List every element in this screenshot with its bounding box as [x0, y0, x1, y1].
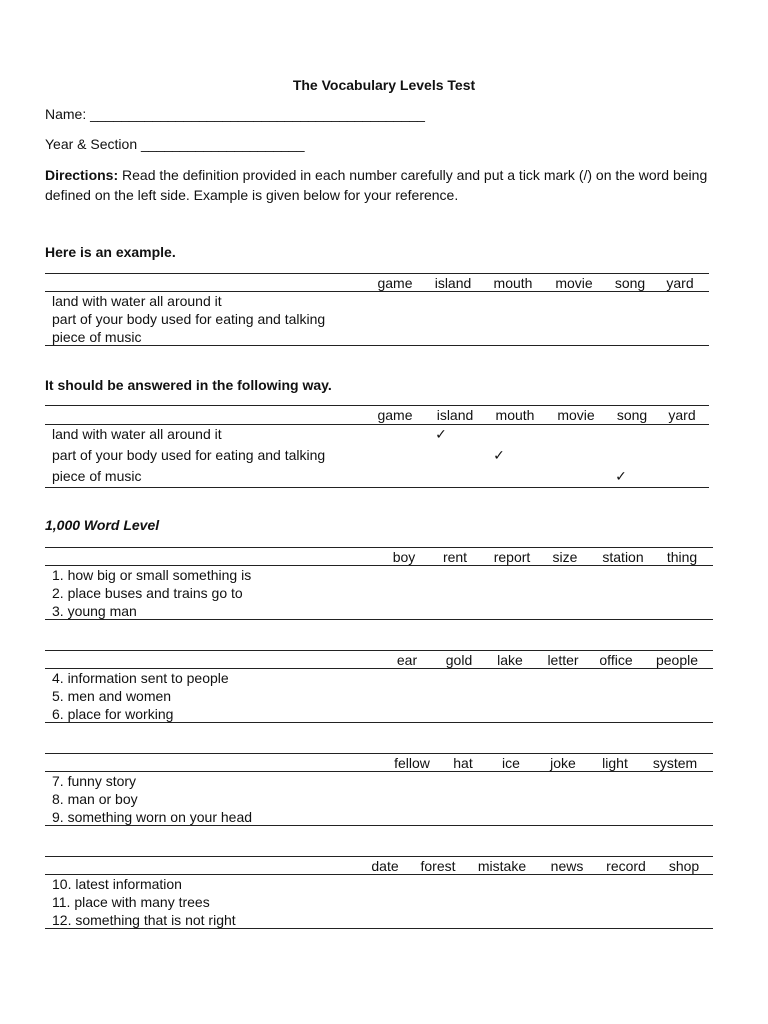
word-mouth: mouth	[495, 407, 535, 423]
definition: 8. man or boy	[52, 791, 138, 807]
word-office[interactable]: office	[599, 652, 633, 668]
definition: 4. information sent to people	[52, 670, 229, 686]
answered-heading: It should be answered in the following way.	[45, 377, 332, 393]
word-shop[interactable]: shop	[668, 858, 700, 874]
word-ice[interactable]: ice	[502, 755, 520, 771]
word-thing[interactable]: thing	[666, 549, 698, 565]
definition: 11. place with many trees	[52, 894, 210, 910]
word-joke[interactable]: joke	[550, 755, 576, 771]
word-lake[interactable]: lake	[497, 652, 523, 668]
definition: 2. place buses and trains go to	[52, 585, 243, 601]
word-yard: yard	[668, 407, 696, 423]
word-record[interactable]: record	[606, 858, 646, 874]
definition: piece of music	[52, 468, 142, 484]
definition: 1. how big or small something is	[52, 567, 252, 583]
word-ear[interactable]: ear	[396, 652, 418, 668]
word-fellow[interactable]: fellow	[394, 755, 430, 771]
definition: 3. young man	[52, 603, 137, 619]
directions-label: Directions:	[45, 167, 119, 183]
definition: 5. men and women	[52, 688, 172, 704]
word-song: song	[616, 407, 648, 423]
level-group-3	[45, 753, 713, 827]
word-game: game	[377, 275, 413, 291]
year-section-field[interactable]: Year & Section _____________________	[45, 136, 305, 152]
directions-text: Read the definition provided in each number carefully and put a tick mark (/) on the word being defined on the left side. Example is given below for your reference.	[45, 167, 708, 203]
word-mouth: mouth	[493, 275, 533, 291]
example-heading: Here is an example.	[45, 244, 176, 260]
definition: piece of music	[52, 329, 142, 345]
directions	[45, 165, 725, 205]
definition: 12. something that is not right	[52, 912, 236, 928]
word-mistake[interactable]: mistake	[477, 858, 527, 874]
answered-table	[45, 405, 709, 489]
definition: 7. funny story	[52, 773, 137, 789]
word-date[interactable]: date	[371, 858, 399, 874]
word-station[interactable]: station	[602, 549, 644, 565]
word-movie: movie	[555, 275, 593, 291]
definition: land with water all around it	[52, 293, 222, 309]
word-gold[interactable]: gold	[445, 652, 473, 668]
definition: 9. something worn on your head	[52, 809, 253, 825]
name-field[interactable]: Name: ___________________________________________	[45, 106, 425, 122]
word-forest[interactable]: forest	[420, 858, 456, 874]
word-song: song	[614, 275, 646, 291]
level-group-1	[45, 547, 713, 621]
level-heading: 1,000 Word Level	[45, 517, 160, 533]
word-people[interactable]: people	[655, 652, 699, 668]
word-report[interactable]: report	[493, 549, 531, 565]
definition: 10. latest information	[52, 876, 182, 892]
word-letter[interactable]: letter	[547, 652, 579, 668]
word-yard: yard	[666, 275, 694, 291]
word-light[interactable]: light	[602, 755, 628, 771]
word-system[interactable]: system	[652, 755, 698, 771]
definition: part of your body used for eating and talking	[52, 311, 326, 327]
level-group-4	[45, 856, 713, 930]
word-size[interactable]: size	[552, 549, 578, 565]
definition: 6. place for working	[52, 706, 174, 722]
definition: part of your body used for eating and talking	[52, 447, 326, 463]
tick-mark-icon: ✓	[493, 448, 505, 464]
word-game: game	[377, 407, 413, 423]
word-rent[interactable]: rent	[442, 549, 468, 565]
definition: land with water all around it	[52, 426, 222, 442]
word-boy[interactable]: boy	[392, 549, 416, 565]
word-movie: movie	[557, 407, 595, 423]
word-hat[interactable]: hat	[453, 755, 473, 771]
word-news[interactable]: news	[550, 858, 584, 874]
example-table	[45, 273, 709, 347]
word-island: island	[434, 275, 472, 291]
tick-mark-icon: ✓	[435, 427, 447, 443]
level-group-2	[45, 650, 713, 724]
tick-mark-icon: ✓	[615, 469, 627, 485]
word-island: island	[436, 407, 474, 423]
page-title: The Vocabulary Levels Test	[292, 77, 476, 93]
